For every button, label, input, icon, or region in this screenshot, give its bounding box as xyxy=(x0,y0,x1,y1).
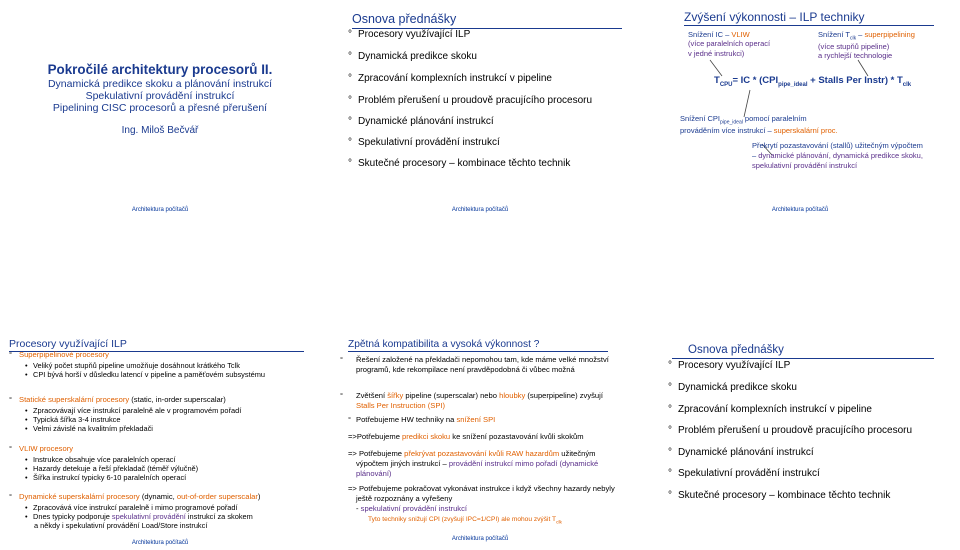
outline-item: ° Skutečné procesory – kombinace těchto technik xyxy=(348,158,571,169)
outline-item: ° Dynamická predikce skoku xyxy=(668,382,797,393)
slide-heading: Zvýšení výkonnosti – ILP techniky xyxy=(684,10,865,24)
lecture-subtitle-2: Spekulativní provádění instrukcí xyxy=(85,90,235,102)
slide-heading: Zpětná kompatibilita a vysoká výkonnost ? xyxy=(348,339,540,350)
lecture-subtitle-3: Pipelining CISC procesorů a přesné přerušení xyxy=(52,102,268,114)
slide-compatibility xyxy=(320,325,640,550)
slide-outline-repeat xyxy=(640,325,960,550)
outline-item: ° Dynamická predikce skoku xyxy=(348,51,477,62)
author: Ing. Miloš Bečvář xyxy=(121,125,199,136)
outline-item: ° Dynamické plánování instrukcí xyxy=(668,447,814,458)
outline-item: ° Spekulativní provádění instrukcí xyxy=(348,137,500,148)
ic-reduction-note: Snížení IC – VLIW (více paralelních operací v jedné instrukci) xyxy=(688,30,771,58)
slide-heading: Procesory využívající ILP xyxy=(9,338,127,350)
slide-footer: Architektura počítačů xyxy=(771,207,829,213)
outline-item: ° Procesory využívající ILP xyxy=(668,360,791,371)
slide-outline xyxy=(320,0,640,225)
performance-equation: $T_{CPU}=$ IC * ($CPI_{pipe\_ideal}$ + Stalls Per Instr) * $T_{clk}$ xyxy=(714,75,912,88)
slide-heading: Osnova přednášky xyxy=(352,12,457,26)
point-width-depth: ° Zvětšení šířky pipeline (superscalar) nebo hloubky (superpipeline) zvyšují Stalls Per Instruction (SPI) xyxy=(340,391,603,410)
tclk-reduction-note: Snížení $T_{clk}$ – superpipelining (více stupňů pipeline) a rychlejší technologie xyxy=(818,30,915,61)
stall-overlap-note: Překrytí pozastavování (stallů) užitečným výpočtem – dynamické plánování, dynamická predikce skoku, spekulativní provádění instrukcí xyxy=(752,141,923,170)
outline-item: ° Spekulativní provádění instrukcí xyxy=(668,468,820,479)
outline-item: ° Problém přerušení u proudově pracujícího procesoru xyxy=(348,95,593,106)
outline-item: ° Zpracování komplexních instrukcí v pipeline xyxy=(668,404,872,415)
heading-underline xyxy=(672,358,934,359)
outline-item: ° Dynamické plánování instrukcí xyxy=(348,116,494,127)
lecture-title: Pokročilé architektury procesorů II. xyxy=(47,62,273,77)
heading-underline xyxy=(348,351,608,352)
group-vliw: ° VLIW procesory • Instrukce obsahuje více paralelních operací • Hazardy detekuje a řeší překladač (téměř výlučně) • Šířka instrukcí typicky 6-10 paralelních operací xyxy=(9,444,199,483)
outline-item: ° Skutečné procesory – kombinace těchto technik xyxy=(668,490,891,501)
lecture-subtitle-1: Dynamická predikce skoku a plánování instrukcí xyxy=(47,78,273,90)
outline-item: ° Zpracování komplexních instrukcí v pipeline xyxy=(348,73,552,84)
slide-ilp-processors xyxy=(0,325,320,550)
group-static-superscalar: ° Statické superskalární procesory (static, in-order superscalar) • Zpracovávají více instrukcí paralelně ale v programovém pořadí • Typická šířka 3-4 instrukce • Velmi závislé na kvalitním překladači xyxy=(9,395,242,434)
point-compiler: ° Řešení založené na překladači nepomohou tam, kde máme velké množství programů, kde rekompilace není pravděpodobná či vůbec možná xyxy=(340,355,609,374)
slide-title xyxy=(0,0,320,225)
slide-footer: Architektura počítačů xyxy=(451,207,509,213)
group-superpipeline: ° Superpipelinové procesory • Veliký počet stupňů pipeline umožňuje dosáhnout krátkého Tclk • CPI bývá horší v důsledku latencí v pipeline a paměťovém subsystému xyxy=(9,350,265,380)
point-branch-prediction: =>Potřebujeme predikci skoku ke snížení pozastavování kvůli skokům xyxy=(348,432,584,441)
slide-footer: Architektura počítačů xyxy=(451,536,509,542)
slide-ilp-techniques xyxy=(640,0,960,225)
connector-lines xyxy=(640,0,960,225)
point-speculation: => Potřebujeme pokračovat vykonávat instrukce i když všechny hazardy nebyly ještě rozpoznány a vyřešeny - spekulativní provádění instrukcí xyxy=(348,484,615,513)
point-hw-techniques: ° Potřebujeme HW techniky na snížení SPI xyxy=(348,415,496,424)
cpi-reduction-note: Snížení $CPI_{pipe\_ideal}$ pomocí paralelním prováděním více instrukcí – superskalární proc. xyxy=(680,114,838,135)
point-cpi-note: Tyto techniky snižují CPI (zvyšují IPC=1/CPI) ale mohou zvýšit $T_{clk}$ xyxy=(368,516,562,526)
outline-item: ° Procesory využívající ILP xyxy=(348,29,471,40)
outline-item: ° Problém přerušení u proudově pracujícího procesoru xyxy=(668,425,913,436)
slide-heading: Osnova přednášky xyxy=(688,344,784,356)
slide-footer: Architektura počítačů xyxy=(131,540,189,546)
group-dynamic-superscalar: ° Dynamické superskalární procesory (dynamic, out-of-order superscalar) • Zpracovává více instrukcí paralelně i mimo programové pořadí • Dnes typicky podporuje spekulativní provádění instrukcí za skokem a někdy i spekulativní provádění Load/Store instrukcí xyxy=(9,492,261,531)
point-dynamic-scheduling: => Potřebujeme překrývat pozastavování kvůli RAW hazardům užitečným výpočtem jiných instrukcí – provádění instrukcí mimo pořadí (dynamické plánování) xyxy=(348,449,599,478)
slide-footer: Architektura počítačů xyxy=(131,207,189,213)
